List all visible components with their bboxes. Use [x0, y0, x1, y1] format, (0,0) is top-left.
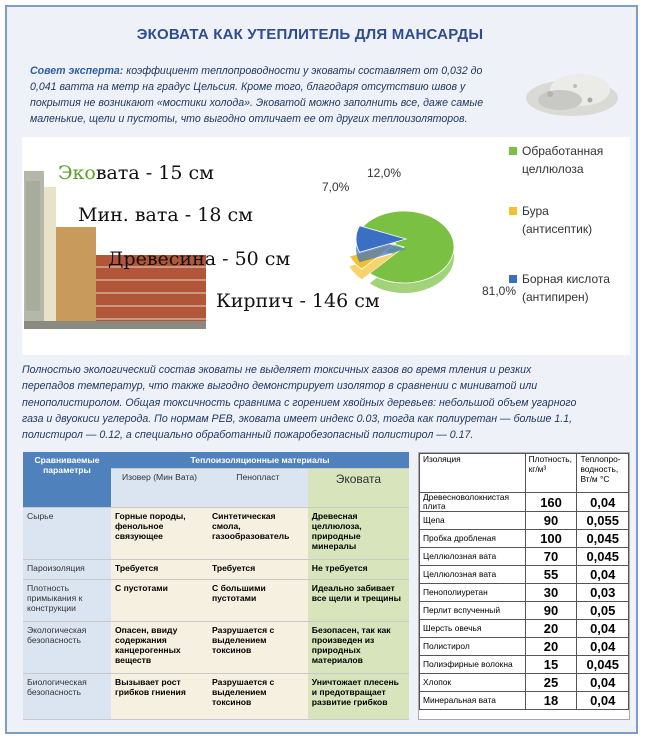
cell: Опасен, ввиду содержания канцерогенных веществ [111, 622, 208, 674]
legend-label: Борная кислота [522, 272, 610, 286]
density-row [420, 638, 629, 656]
density-material: Минеральная вата [420, 692, 526, 710]
density-row [420, 548, 629, 566]
legend-swatch [509, 275, 517, 283]
comparison-table-wrapper [23, 452, 409, 720]
legend-label: (антипирен) [522, 290, 589, 304]
density-row [420, 530, 629, 548]
pie-chart [322, 166, 516, 298]
cell: Требуется [111, 560, 208, 580]
cell: Вызывает рост грибков гниения [111, 674, 208, 720]
thickness-label-brick: Кирпич - 146 см [216, 290, 380, 312]
density-value: 20 [525, 638, 577, 656]
body-line: пенополистиролом. Общая токсичность сравнима с горением хвойных деревьев: небольшой объем угарного [22, 396, 577, 409]
density-value: 20 [525, 620, 577, 638]
thickness-label-ecowool: Эковата - 15 см [58, 162, 214, 184]
legend-swatch [509, 147, 517, 155]
toxicity-text [22, 362, 630, 444]
conductivity-value: 0,04 [577, 638, 629, 656]
density-table-body [420, 493, 629, 710]
thickness-label-wood: Древесина - 50 см [108, 248, 291, 270]
chart-canvas [22, 137, 630, 355]
density-row [420, 692, 629, 710]
pie-value-label: 7,0% [322, 180, 350, 194]
cell: Идеально забивает все щели и трещины [308, 580, 409, 622]
advice-text: коэффициент теплопроводности у эковаты составляет от 0,032 до 0,041 ватта на метр на градус Цельсия. Кроме того, благодаря отсутствию швов у покрытия не возникают «мостики холода». Эковатой можно заполнить все, даже самые маленькие, щели и пустоты, что выгодно отличает ее от других теплоизоляторов. [30, 65, 484, 125]
body-line: газа и двуокиси углерода. По нормам РЕВ, эковата имеет индекс 0.03, тогда как полиуретан — больше 1.1, [22, 412, 573, 425]
density-row [420, 584, 629, 602]
legend-label: Обработанная [522, 144, 604, 158]
density-material: Целлюлозная вата [420, 566, 526, 584]
conductivity-value: 0,04 [577, 674, 629, 692]
param-header: Сравниваемые параметры [23, 452, 111, 508]
conductivity-value: 0,045 [577, 530, 629, 548]
density-material: Полистирол [420, 638, 526, 656]
density-value: 25 [525, 674, 577, 692]
density-material: Щепа [420, 512, 526, 530]
cell: Уничтожает плесень и предотвращает развитие грибков [308, 674, 409, 720]
density-material: Древесноволокнистая плита [420, 493, 526, 512]
cell: Разрушается с выделением токсинов [208, 622, 308, 674]
comparison-table [23, 452, 409, 720]
density-table-wrapper [418, 452, 630, 720]
column-header: Изовер (Мин Вата) [111, 469, 208, 508]
column-header: Эковата [308, 469, 409, 508]
cell: С пустотами [111, 580, 208, 622]
density-value: 55 [525, 566, 577, 584]
conductivity-value: 0,04 [577, 566, 629, 584]
density-material: Пробка дробленая [420, 530, 526, 548]
legend-label: целлюлоза [522, 162, 584, 176]
expert-advice [30, 63, 508, 127]
density-material: Пенополиуретан [420, 584, 526, 602]
conductivity-value: 0,04 [577, 692, 629, 710]
density-row [420, 656, 629, 674]
density-row [420, 602, 629, 620]
density-row [420, 566, 629, 584]
density-material: Шерсть овечья [420, 620, 526, 638]
pie-value-label: 81,0% [482, 284, 517, 298]
density-value: 90 [525, 512, 577, 530]
cell: Синтетическая смола, газообразователь [208, 508, 308, 560]
density-material: Перлит вспученный [420, 602, 526, 620]
conductivity-value: 0,05 [577, 602, 629, 620]
density-value: 70 [525, 548, 577, 566]
density-value: 90 [525, 602, 577, 620]
density-value: 18 [525, 692, 577, 710]
cell: Требуется [208, 560, 308, 580]
cell: Безопасен, так как произведен из природных материалов [308, 622, 409, 674]
body-line: перепадов температур, что также выгодно демонстрирует изолятор в сравнении с миниватой или [22, 380, 538, 393]
row-param: Сырье [23, 508, 111, 560]
conductivity-value: 0,04 [577, 493, 629, 512]
density-material: Полиэфирные волокна [420, 656, 526, 674]
density-material: Целлюлозная вата [420, 548, 526, 566]
conductivity-value: 0,04 [577, 620, 629, 638]
pie-value-label: 12,0% [367, 166, 402, 180]
cell: Горные породы, фенольное связующее [111, 508, 208, 560]
chart-panel [22, 137, 630, 355]
density-value: 30 [525, 584, 577, 602]
density-value: 160 [525, 493, 577, 512]
row-param: Плотность примыкания к конструкции [23, 580, 111, 622]
legend-label: (антисептик) [522, 222, 593, 236]
conductivity-value: 0,045 [577, 548, 629, 566]
legend-label: Бура [522, 204, 549, 218]
conductivity-value: 0,03 [577, 584, 629, 602]
page-title: ЭКОВАТА КАК УТЕПЛИТЕЛЬ ДЛЯ МАНСАРДЫ [136, 26, 484, 43]
cell: Не требуется [308, 560, 409, 580]
density-value: 100 [525, 530, 577, 548]
density-row [420, 674, 629, 692]
body-line: Полностью экологический состав эковаты не выделяет токсичных газов во время тления и резких [22, 364, 532, 376]
conductivity-value: 0,055 [577, 512, 629, 530]
density-row [420, 512, 629, 530]
cell: С большими пустотами [208, 580, 308, 622]
density-table [419, 453, 629, 710]
density-header-conductivity: Теплопро-водность, Вт/м °С [577, 454, 629, 493]
ecowool-image [520, 60, 620, 120]
row-param: Экологическая безопасность [23, 622, 111, 674]
row-param: Биологическая безопасность [23, 674, 111, 720]
density-value: 15 [525, 656, 577, 674]
density-header-material: Изоляция [420, 454, 526, 493]
column-header: Пенопласт [208, 469, 308, 508]
conductivity-value: 0,045 [577, 656, 629, 674]
density-material: Хлопок [420, 674, 526, 692]
cell: Древесная целлюлоза, природные минералы [308, 508, 409, 560]
body-line: полистирол — 0.12, а специально обработанный пожаробезопасный полистирол — 0.17. [22, 429, 474, 442]
pie-legend [509, 144, 610, 304]
group-header: Теплоизоляционные материалы [111, 452, 409, 469]
cell: Разрушается с выделением токсинов [208, 674, 308, 720]
density-header-density: Плотность, кг/м³ [525, 454, 577, 493]
legend-swatch [509, 207, 517, 215]
advice-label: Совет эксперта: [30, 65, 124, 77]
row-param: Пароизоляция [23, 560, 111, 580]
density-row [420, 620, 629, 638]
thickness-label-mineral-wool: Мин. вата - 18 см [78, 204, 253, 226]
density-row [420, 493, 629, 512]
